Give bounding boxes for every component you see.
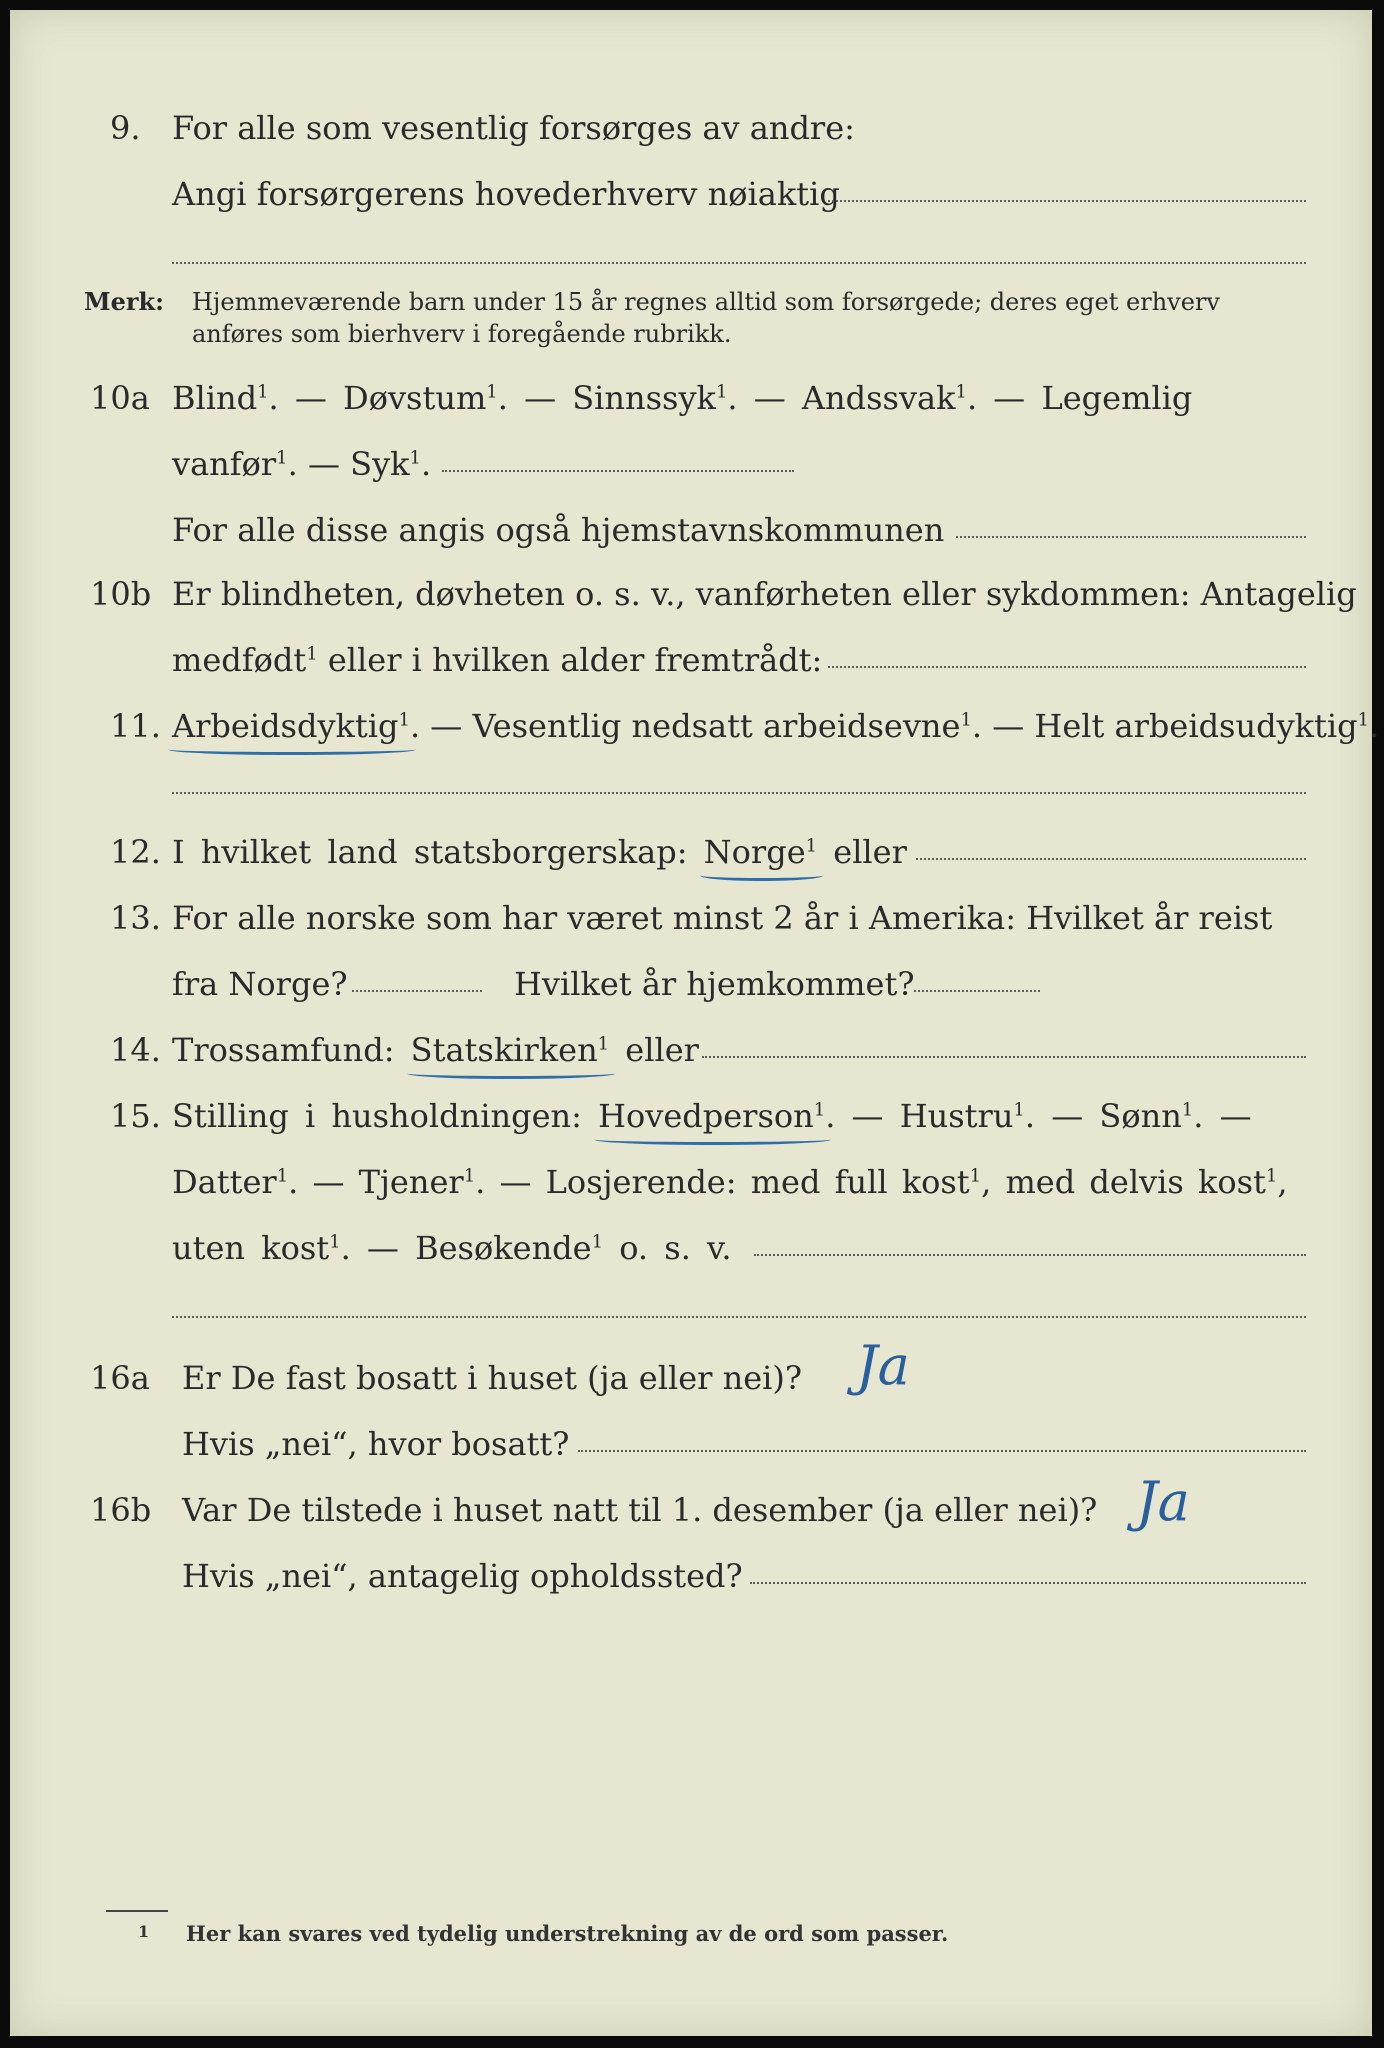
census-form-page — [10, 10, 1380, 2036]
q10b-line2: medfødt$^1$ eller i hvilken alder fremtrådt: — [172, 641, 823, 679]
q16b-line2: Hvis „nei“, antagelig opholdssted? — [182, 1557, 743, 1595]
q13-departure-year-field[interactable] — [352, 990, 482, 992]
q16a-number: 16a — [90, 1359, 150, 1397]
q14-line: Trossamfund: Statskirken$^1$ eller — [172, 1031, 699, 1069]
q15-line2: Datter$^1$. — Tjener$^1$. — Losjerende: med full kost$^1$, med delvis kost$^1$, — [172, 1163, 1288, 1201]
q9-line2: Angi forsørgerens hovederhverv nøiaktig — [172, 175, 840, 213]
q10b-number: 10b — [90, 575, 152, 613]
q15-line1: Stilling i husholdningen: Hovedperson$^1$. — Hustru$^1$. — Sønn$^1$. — — [172, 1097, 1252, 1135]
q16b-handwritten-answer: Ja — [1136, 1470, 1190, 1533]
option-syk[interactable]: . — Syk — [287, 445, 410, 483]
q16a-residence-field[interactable] — [578, 1450, 1306, 1452]
q15-number: 15. — [110, 1097, 161, 1135]
q10a-line1: Blind$^1$. — Døvstum$^1$. — Sinnssyk$^1$. — Andssvak$^1$. — Legemlig — [172, 379, 1193, 417]
option-udyktig[interactable]: . — Helt arbeidsudyktig — [971, 707, 1358, 745]
footnote-text: Her kan svares ved tydelig understrekning av de ord som passer. — [186, 1921, 949, 1946]
q13-line2b: Hvilket år hjemkommet? — [514, 965, 915, 1003]
q16b-location-field[interactable] — [750, 1582, 1306, 1584]
option-blind[interactable]: Blind — [172, 379, 258, 417]
option-nedsatt[interactable]: . — Vesentlig nedsatt arbeidsevne — [409, 707, 961, 745]
q14-number: 14. — [110, 1031, 161, 1069]
q10b-answer-field[interactable] — [828, 666, 1306, 668]
q10a-number: 10a — [90, 379, 150, 417]
option-legemlig[interactable]: . — Legemlig — [966, 379, 1193, 417]
option-datter[interactable]: Datter — [172, 1163, 277, 1201]
q10a-answer-field[interactable] — [442, 470, 794, 472]
q9-number: 9. — [110, 109, 141, 147]
option-tjener[interactable]: . — Tjener — [288, 1163, 464, 1201]
q13-line1: For alle norske som har været minst 2 år i Amerika: Hvilket år reist — [172, 899, 1273, 937]
option-arbeidsdyktig-underlined[interactable]: Arbeidsdyktig$^1$ — [172, 707, 410, 745]
option-statskirken-underlined[interactable]: Statskirken$^1$ — [410, 1031, 610, 1069]
option-vanfor[interactable]: vanfør — [172, 445, 277, 483]
merk-label: Merk: — [84, 287, 164, 316]
q13-line2a: fra Norge? — [172, 965, 348, 1003]
q16b-number: 16b — [90, 1491, 152, 1529]
option-besokende[interactable]: . — Besøkende — [340, 1229, 592, 1267]
option-dovstum[interactable]: . — Døvstum — [268, 379, 487, 417]
q10b-line1: Er blindheten, døvheten o. s. v., vanførheten eller sykdommen: Antagelig — [172, 575, 1357, 613]
q10a-line2: vanfør$^1$. — Syk$^1$. — [172, 445, 432, 483]
q14-answer-field[interactable] — [702, 1056, 1306, 1058]
q10a-line3: For alle disse angis også hjemstavnskommunen — [172, 511, 945, 549]
q9-extra-answer-field[interactable] — [172, 262, 1306, 264]
q11-answer-field[interactable] — [172, 792, 1306, 794]
q12-answer-field[interactable] — [916, 858, 1306, 860]
q12-number: 12. — [110, 833, 161, 871]
q12-line: I hvilket land statsborgerskap: Norge$^1$ eller — [172, 833, 907, 871]
option-hustru[interactable]: . — Hustru — [825, 1097, 1014, 1135]
q10a-hometown-field[interactable] — [956, 536, 1306, 538]
footnote-marker: 1 — [138, 1922, 150, 1941]
q16b-line1: Var De tilstede i huset natt til 1. desember (ja eller nei)? — [182, 1491, 1098, 1529]
option-full-kost[interactable]: . — Losjerende: med full kost — [475, 1163, 970, 1201]
q9-line1: For alle som vesentlig forsørges av andre: — [172, 109, 855, 147]
option-hovedperson-underlined[interactable]: Hovedperson$^1$ — [598, 1097, 826, 1135]
option-uten-kost[interactable]: uten kost — [172, 1229, 330, 1267]
merk-line1: Hjemmeværende barn under 15 år regnes alltid som forsørgede; deres eget erhverv — [192, 288, 1220, 316]
option-medfodt[interactable]: medfødt — [172, 641, 307, 679]
option-norge-underlined[interactable]: Norge$^1$ — [703, 833, 818, 871]
q15-answer-field[interactable] — [754, 1254, 1306, 1256]
option-andssvak[interactable]: . — Andssvak — [727, 379, 956, 417]
q16a-line1: Er De fast bosatt i huset (ja eller nei)? — [182, 1359, 803, 1397]
q9-answer-field[interactable] — [828, 200, 1306, 202]
q11-line: Arbeidsdyktig$^1$. — Vesentlig nedsatt arbeidsevne$^1$. — Helt arbeidsudyktig$^1$. — [172, 707, 1380, 745]
merk-line2: anføres som bierhverv i foregående rubrikk. — [192, 320, 732, 348]
option-sonn[interactable]: . — Sønn — [1024, 1097, 1182, 1135]
q15-extra-answer-field[interactable] — [172, 1316, 1306, 1318]
q16a-line2: Hvis „nei“, hvor bosatt? — [182, 1425, 570, 1463]
option-sinnssyk[interactable]: . — Sinnssyk — [497, 379, 716, 417]
q13-return-year-field[interactable] — [914, 990, 1040, 992]
option-delvis-kost[interactable]: , med delvis kost — [981, 1163, 1266, 1201]
q15-line3: uten kost$^1$. — Besøkende$^1$ o. s. v. — [172, 1229, 732, 1267]
q16a-handwritten-answer: Ja — [856, 1334, 910, 1397]
q11-number: 11. — [110, 707, 161, 745]
q13-number: 13. — [110, 899, 161, 937]
footnote-rule — [106, 1910, 168, 1912]
